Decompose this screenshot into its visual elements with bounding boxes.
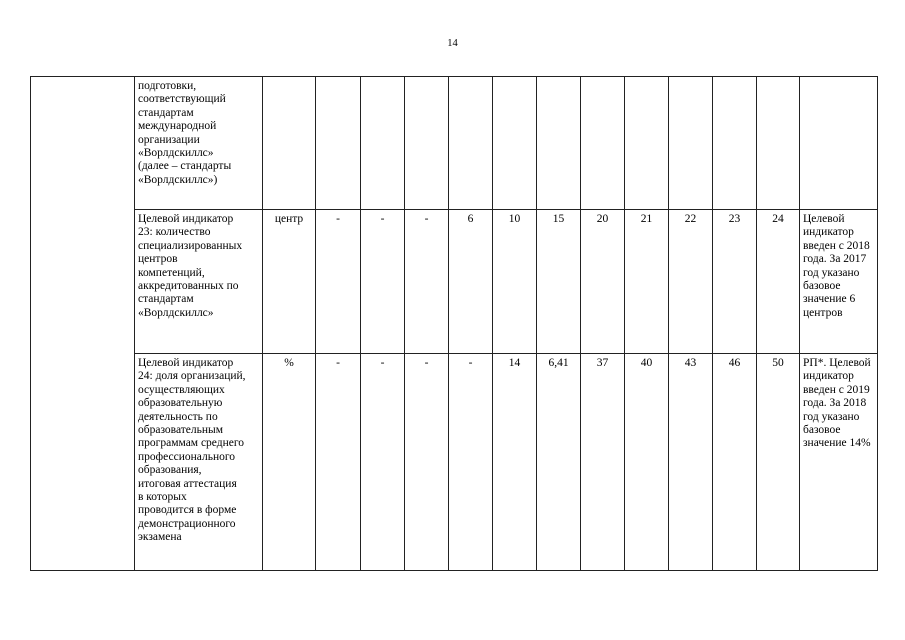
- value-cell: [757, 77, 800, 210]
- value-cell: 21: [625, 210, 669, 354]
- value-cell: 23: [713, 210, 757, 354]
- value-cell: [361, 77, 405, 210]
- value-cell: -: [405, 210, 449, 354]
- note-cell: [800, 77, 878, 210]
- table-row: [31, 354, 878, 571]
- indicator-name-cell: Целевой индикатор 23: количество специализированных центров компетенций, аккредитованных по стандартам «Ворлдскиллс»: [135, 210, 263, 354]
- value-cell: 40: [625, 354, 669, 571]
- value-cell: -: [316, 210, 361, 354]
- value-cell: 24: [757, 210, 800, 354]
- value-cell: -: [361, 210, 405, 354]
- note-cell: РП*. Целевой индикатор введен с 2019 года. За 2018 год указано базовое значение 14%: [800, 354, 878, 571]
- unit-cell: центр: [263, 210, 316, 354]
- value-cell: [669, 77, 713, 210]
- value-cell: 22: [669, 210, 713, 354]
- value-cell: 6: [449, 210, 493, 354]
- page-number: 14: [447, 38, 458, 49]
- value-cell: 15: [537, 210, 581, 354]
- value-cell: [625, 77, 669, 210]
- value-cell: 37: [581, 354, 625, 571]
- unit-cell: %: [263, 354, 316, 571]
- value-cell: [493, 77, 537, 210]
- table-cell-empty: [31, 77, 135, 571]
- indicator-name-cell: подготовки, соответствующий стандартам международной организации «Ворлдскиллс» (далее – стандарты «Ворлдскиллс»): [135, 77, 263, 210]
- value-cell: [449, 77, 493, 210]
- value-cell: -: [405, 354, 449, 571]
- value-cell: 50: [757, 354, 800, 571]
- indicator-table: [30, 76, 878, 571]
- value-cell: 46: [713, 354, 757, 571]
- value-cell: -: [361, 354, 405, 571]
- indicator-name-cell: Целевой индикатор 24: доля организаций, осуществляющих образовательную деятельность по образовательным программам среднего профессионального образования, итоговая аттестация в которых проводится в форме демонстрационного экзамена: [135, 354, 263, 571]
- value-cell: 6,41: [537, 354, 581, 571]
- value-cell: [405, 77, 449, 210]
- value-cell: [316, 77, 361, 210]
- value-cell: 43: [669, 354, 713, 571]
- value-cell: 10: [493, 210, 537, 354]
- value-cell: 14: [493, 354, 537, 571]
- note-cell: Целевой индикатор введен с 2018 года. За 2017 год указано базовое значение 6 центров: [800, 210, 878, 354]
- table-row: [31, 210, 878, 354]
- value-cell: [581, 77, 625, 210]
- value-cell: [537, 77, 581, 210]
- value-cell: -: [316, 354, 361, 571]
- value-cell: -: [449, 354, 493, 571]
- table-row: [31, 77, 878, 210]
- unit-cell: [263, 77, 316, 210]
- value-cell: [713, 77, 757, 210]
- value-cell: 20: [581, 210, 625, 354]
